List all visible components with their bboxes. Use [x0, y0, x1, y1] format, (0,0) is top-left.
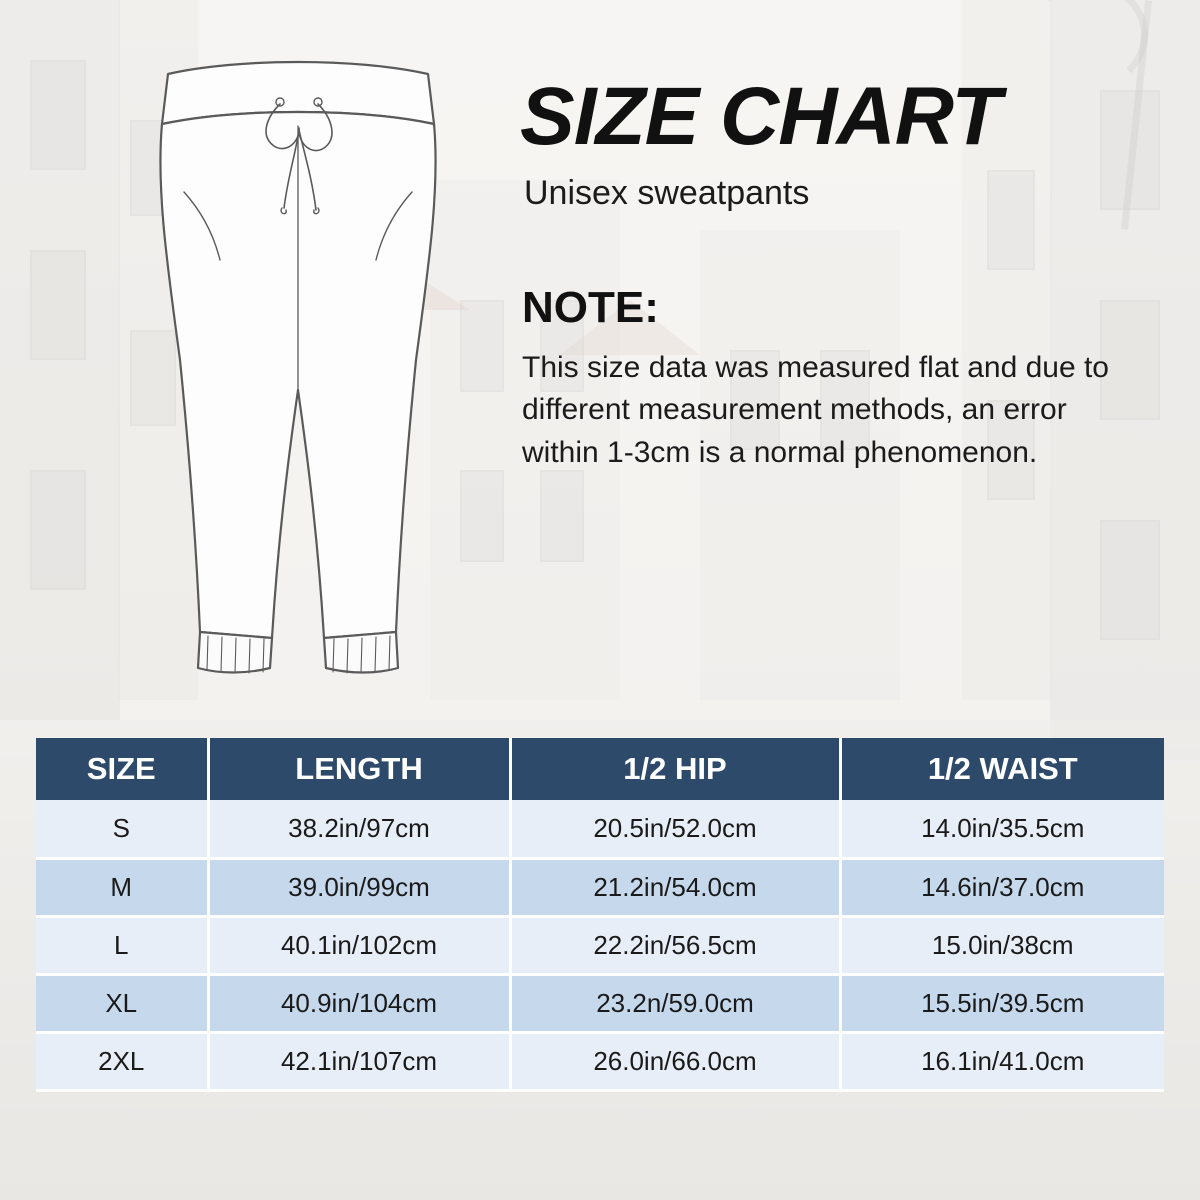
cell-half-waist: 15.5in/39.5cm [840, 974, 1164, 1032]
table-header-row [36, 738, 1164, 800]
cell-half-hip: 20.5in/52.0cm [510, 800, 840, 858]
cell-length: 40.9in/104cm [208, 974, 510, 1032]
cell-size: M [36, 858, 208, 916]
cell-length: 39.0in/99cm [208, 858, 510, 916]
cell-size: XL [36, 974, 208, 1032]
sweatpants-illustration [128, 40, 468, 680]
heading-block [520, 71, 1150, 475]
table-row [36, 858, 1164, 916]
cell-half-hip: 21.2in/54.0cm [510, 858, 840, 916]
note-heading: NOTE: [522, 282, 659, 332]
table-row [36, 974, 1164, 1032]
cell-size: 2XL [36, 1032, 208, 1090]
page-subtitle: Unisex sweatpants [524, 173, 810, 212]
cell-length: 40.1in/102cm [208, 916, 510, 974]
cell-size: S [36, 800, 208, 858]
page-title: SIZE CHART [520, 71, 1001, 162]
cell-length: 42.1in/107cm [208, 1032, 510, 1090]
cell-half-waist: 14.6in/37.0cm [840, 858, 1164, 916]
cell-half-waist: 14.0in/35.5cm [840, 800, 1164, 858]
cell-half-hip: 23.2n/59.0cm [510, 974, 840, 1032]
column-header-half-waist: 1/2 WAIST [840, 738, 1164, 800]
table-row [36, 1032, 1164, 1090]
column-header-half-hip: 1/2 HIP [510, 738, 840, 800]
cell-half-waist: 16.1in/41.0cm [840, 1032, 1164, 1090]
cell-size: L [36, 916, 208, 974]
size-table [36, 738, 1164, 1092]
table-row [36, 916, 1164, 974]
cell-half-hip: 26.0in/66.0cm [510, 1032, 840, 1090]
cell-half-hip: 22.2in/56.5cm [510, 916, 840, 974]
cell-length: 38.2in/97cm [208, 800, 510, 858]
column-header-size: SIZE [36, 738, 208, 800]
cell-half-waist: 15.0in/38cm [840, 916, 1164, 974]
table-row [36, 800, 1164, 858]
note-body: This size data was measured flat and due to different measurement methods, an error within 1-3cm is a normal phenomenon. [522, 350, 1109, 470]
column-header-length: LENGTH [208, 738, 510, 800]
